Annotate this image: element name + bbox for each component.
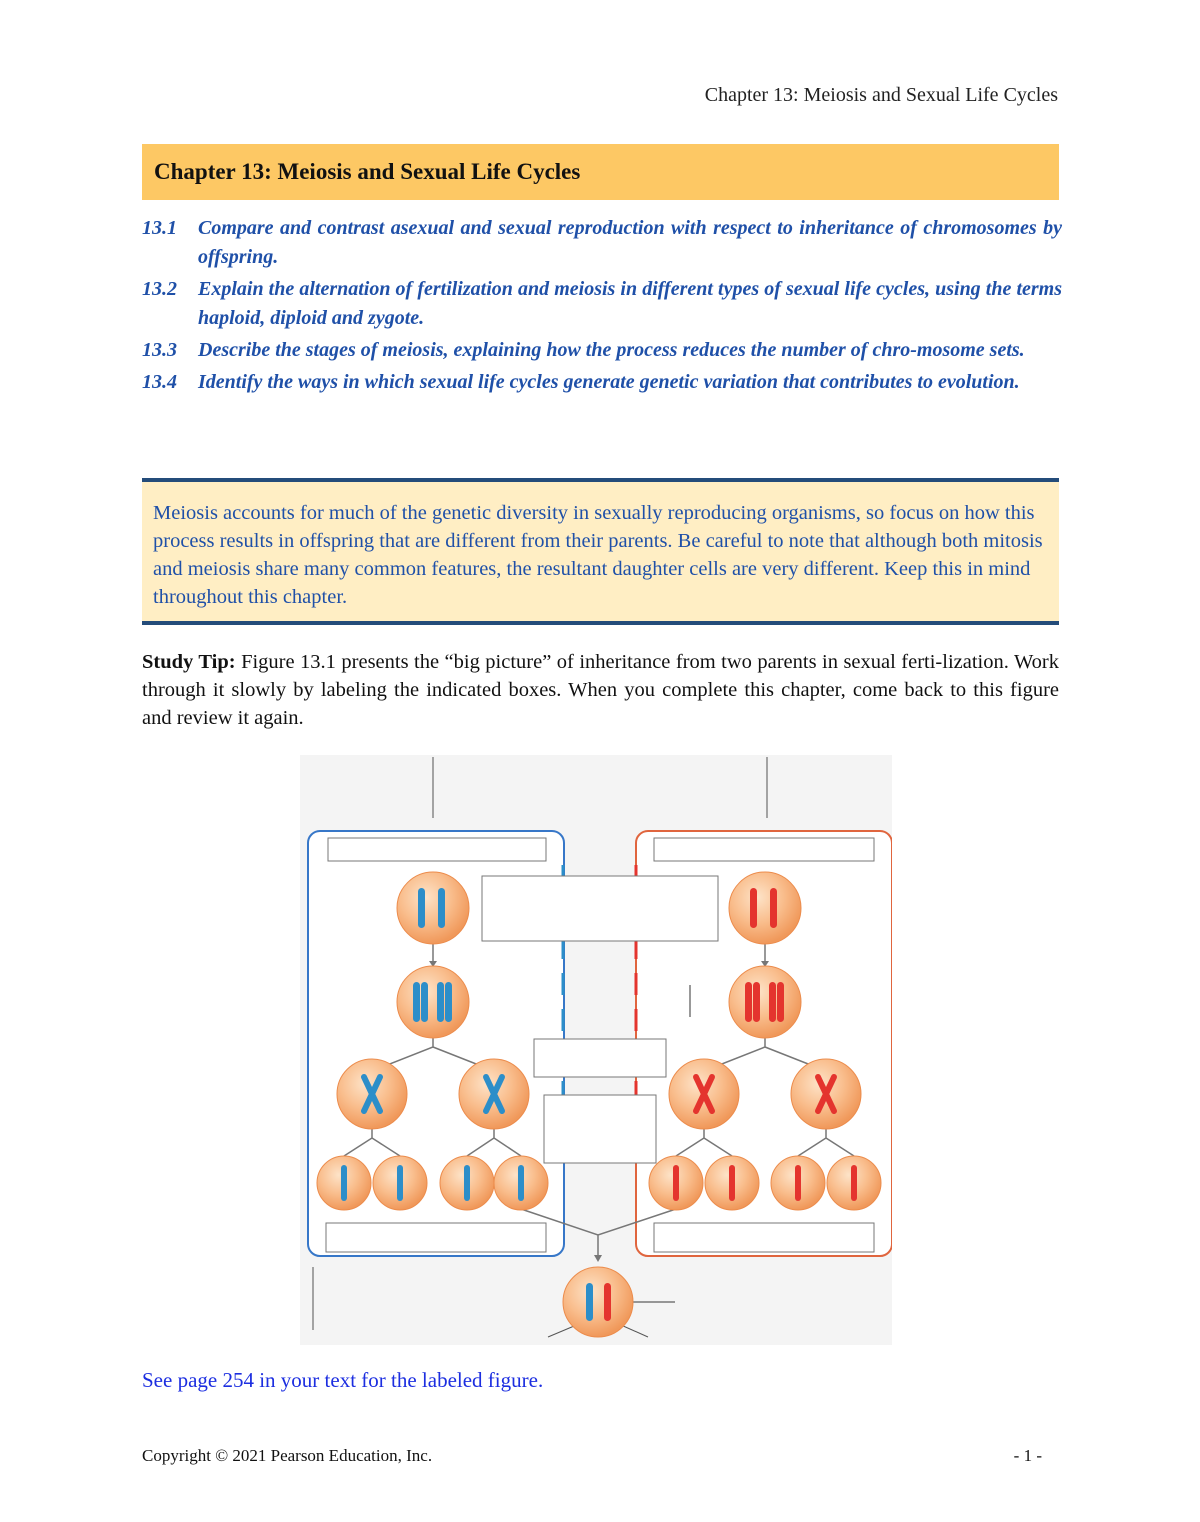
- paternal-label-box: [328, 838, 546, 861]
- maternal-gamete: [649, 1156, 703, 1210]
- study-tip: [142, 648, 1059, 732]
- zygote-cell: [563, 1267, 633, 1337]
- study-tip-text: Figure 13.1 presents the “big picture” of inheritance from two parents in sexual ferti-lization. Work through it slowly by labeling the indicated boxes. When you complete this chapter, come back to this figure and review it again.: [142, 651, 1059, 729]
- paternal-meiosis-cell: [459, 1059, 529, 1129]
- objective-number: 13.3: [142, 339, 177, 361]
- maternal-meiosis-cell: [791, 1059, 861, 1129]
- maternal-diploid-cell: [729, 872, 801, 944]
- paternal-meiosis-cell: [337, 1059, 407, 1129]
- paternal-diploid-cell: [397, 872, 469, 944]
- chapter-title: Chapter 13: Meiosis and Sexual Life Cycles: [154, 159, 581, 184]
- center-label-box: [534, 1039, 666, 1077]
- summary-text: Meiosis accounts for much of the genetic diversity in sexually reproducing organisms, so focus on how this process results in offspring that are different from their parents. Be careful to note that although both mitosis and meiosis share many common features, the resultant daughter cells are very different. Keep this in mind throughout this chapter.: [153, 502, 1043, 608]
- objective-number: 13.4: [142, 371, 177, 393]
- objective-number: 13.1: [142, 217, 177, 239]
- running-header: Chapter 13: Meiosis and Sexual Life Cycles: [704, 84, 1058, 106]
- maternal-meiosis-cell: [669, 1059, 739, 1129]
- objective-text: Explain the alternation of fertilization and meiosis in different types of sexual life cycles, using the terms haploid, diploid and zygote.: [198, 278, 1062, 329]
- maternal-bottom-label-box: [654, 1223, 874, 1252]
- maternal-replicated-cell: [729, 966, 801, 1038]
- center-label-box: [544, 1095, 656, 1163]
- objective-text: Compare and contrast asexual and sexual reproduction with respect to inheritance of chromosomes by offspring.: [198, 217, 1062, 268]
- page-number: - 1 -: [1013, 1446, 1042, 1465]
- maternal-label-box: [654, 838, 874, 861]
- maternal-gamete: [771, 1156, 825, 1210]
- objective-text: Describe the stages of meiosis, explaining how the process reduces the number of chro-mosome sets.: [198, 339, 1025, 361]
- objective-item: [142, 368, 1062, 397]
- chapter-summary-box: [142, 478, 1059, 625]
- chapter-title-banner: [142, 144, 1059, 200]
- objective-text: Identify the ways in which sexual life cycles generate genetic variation that contributes to evolution.: [198, 371, 1020, 393]
- page-reference-note: See page 254 in your text for the labeled figure.: [142, 1368, 544, 1392]
- study-tip-label: Study Tip:: [142, 651, 236, 673]
- paternal-gamete: [494, 1156, 548, 1210]
- center-label-box: [482, 876, 718, 941]
- paternal-gamete: [440, 1156, 494, 1210]
- paternal-gamete: [373, 1156, 427, 1210]
- paternal-gamete: [317, 1156, 371, 1210]
- objective-item: [142, 214, 1062, 272]
- learning-objectives: [142, 214, 1062, 400]
- maternal-gamete: [827, 1156, 881, 1210]
- objective-item: [142, 336, 1062, 365]
- life-cycle-figure: [300, 755, 892, 1345]
- paternal-replicated-cell: [397, 966, 469, 1038]
- objective-number: 13.2: [142, 278, 177, 300]
- copyright-notice: Copyright © 2021 Pearson Education, Inc.: [142, 1446, 433, 1465]
- objective-item: [142, 275, 1062, 333]
- maternal-gamete: [705, 1156, 759, 1210]
- paternal-bottom-label-box: [326, 1223, 546, 1252]
